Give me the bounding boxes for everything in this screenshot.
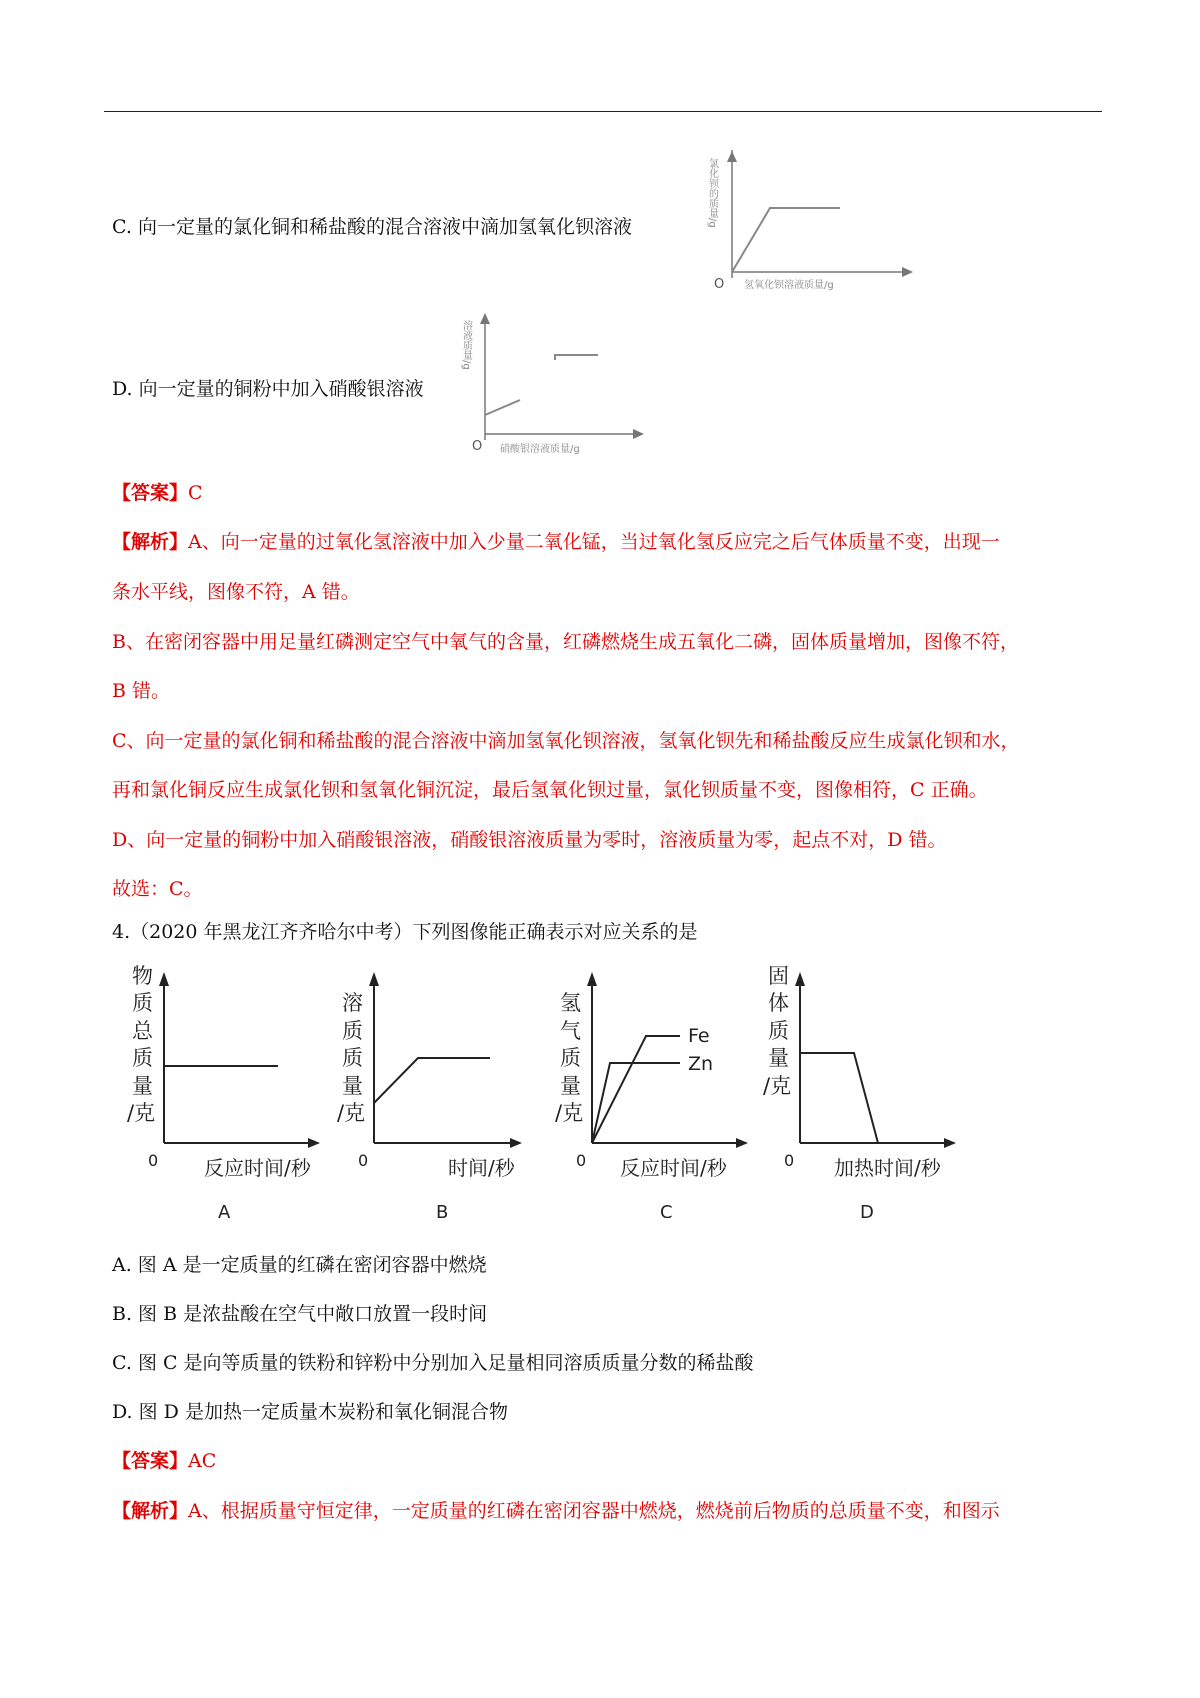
q3-option-c: C. 向一定量的氯化铜和稀盐酸的混合溶液中滴加氢氧化钡溶液 [112,216,632,238]
origin-label: O [714,277,725,292]
x-axis-arrow [633,429,644,439]
q4-graph-b [330,958,530,1218]
q3-analysis-line-4: B 错。 [112,680,171,702]
x-label: 硝酸银溶液质量/g [500,444,580,455]
origin-label: 0 [576,1151,587,1170]
x-label: 加热时间/秒 [834,1156,941,1180]
curve-fe [592,1036,680,1143]
q3-analysis-line-3: B、在密闭容器中用足量红磷测定空气中氧气的含量，红磷燃烧生成五氧化二磷，固体质量增加，图像不符， [112,631,1019,653]
y-label-char: /克 [337,1101,366,1125]
y-label: 氯化钡的质量/g [706,158,718,228]
series-label-fe: Fe [688,1025,710,1047]
header-rule [104,111,1102,112]
origin-label: O [472,439,483,454]
analysis-tag: 【解析】 [112,531,189,553]
q4-option-c: C. 图 C 是向等质量的铁粉和锌粉中分别加入足量相同溶质质量分数的稀盐酸 [112,1352,754,1374]
y-axis-arrow [480,313,490,324]
y-label-char: 质 [132,991,153,1015]
y-label-char: 量 [342,1074,363,1098]
y-label-char: 体 [768,991,789,1015]
origin-label: 0 [148,1151,159,1170]
q3-option-d: D. 向一定量的铜粉中加入硝酸银溶液 [112,378,424,400]
y-label-char: /克 [127,1101,156,1125]
q4-option-d: D. 图 D 是加热一定质量木炭粉和氧化铜混合物 [112,1401,508,1423]
curve-segment-1 [485,400,520,415]
graph-letter: D [860,1202,874,1218]
x-axis-arrow [308,1138,320,1148]
curve [800,1053,878,1143]
q4-option-b: B. 图 B 是浓盐酸在空气中敞口放置一段时间 [112,1303,488,1325]
curve [732,208,840,272]
y-label-char: 总 [132,1019,153,1043]
y-label-char: 量 [560,1074,581,1098]
y-label-char: 氢 [560,991,581,1015]
x-label: 反应时间/秒 [204,1156,311,1180]
x-axis-arrow [944,1138,956,1148]
y-label-char: 溶 [342,991,363,1015]
origin-label: 0 [358,1151,369,1170]
x-axis-arrow [736,1138,748,1148]
series-label-zn: Zn [688,1053,714,1075]
analysis-tag: 【解析】 [112,1500,189,1522]
answer-tag: 【答案】 [112,482,189,504]
answer-value: AC [188,1450,217,1472]
curve-segment-2 [555,355,598,360]
y-axis-arrow [587,972,597,986]
y-label-char: 固 [768,964,789,988]
q3-analysis-line-7: D、向一定量的铜粉中加入硝酸银溶液，硝酸银溶液质量为零时，溶液质量为零，起点不对，D 错。 [112,829,947,851]
q3-graph-d [458,310,658,460]
x-label: 时间/秒 [448,1156,515,1180]
q3-analysis-line-8: 故选：C。 [112,878,203,900]
q4-graph-a [120,958,320,1218]
y-axis-arrow [727,151,737,162]
q3-analysis-line-6: 再和氯化铜反应生成氯化钡和氢氧化铜沉淀，最后氢氧化钡过量，氯化钡质量不变，图像相符，C 正确。 [112,779,988,801]
y-label-char: 量 [768,1046,789,1070]
y-label-char: 量 [132,1074,153,1098]
q4-graph-c [548,958,758,1218]
x-axis-arrow [902,267,913,277]
curve [374,1058,490,1103]
y-axis-arrow [369,972,379,986]
y-label: 溶液质量/g [460,320,472,370]
q3-analysis-line-1 [112,527,1000,554]
answer-value: C [188,482,203,504]
y-label-char: 质 [342,1019,363,1043]
y-label-char: 质 [342,1046,363,1070]
curve-zn [592,1063,680,1143]
q4-graph-d [756,958,966,1218]
y-label-char: 物 [132,964,153,988]
graph-letter: C [660,1202,673,1218]
q4-analysis-line-1 [112,1496,1000,1523]
y-label-char: 质 [132,1046,153,1070]
x-label: 反应时间/秒 [620,1156,727,1180]
q3-answer [112,478,203,505]
y-label-char: 质 [560,1046,581,1070]
graph-letter: B [436,1202,449,1218]
x-label: 氢氧化钡溶液质量/g [744,280,834,291]
y-axis-arrow [795,972,805,986]
graph-letter: A [218,1202,231,1218]
y-label-char: /克 [555,1101,584,1125]
q3-graph-c [692,150,927,295]
y-label-char: /克 [763,1074,792,1098]
analysis-text: A、向一定量的过氧化氢溶液中加入少量二氧化锰，当过氧化氢反应完之后气体质量不变，出现一 [188,531,1000,553]
y-axis-arrow [159,972,169,986]
q4-answer [112,1446,216,1473]
answer-tag: 【答案】 [112,1450,189,1472]
q3-analysis-line-2: 条水平线，图像不符，A 错。 [112,581,360,603]
analysis-text: A、根据质量守恒定律，一定质量的红磷在密闭容器中燃烧，燃烧前后物质的总质量不变，和图示 [188,1500,1000,1522]
origin-label: 0 [784,1151,795,1170]
q3-analysis-line-5: C、向一定量的氯化铜和稀盐酸的混合溶液中滴加氢氧化钡溶液，氢氧化钡先和稀盐酸反应生成氯化钡和水， [112,730,1020,752]
q4-option-a: A. 图 A 是一定质量的红磷在密闭容器中燃烧 [112,1254,487,1276]
y-label-char: 气 [560,1019,581,1043]
x-axis-arrow [510,1138,522,1148]
y-label-char: 质 [768,1019,789,1043]
q4-stem: 4.（2020 年黑龙江齐齐哈尔中考）下列图像能正确表示对应关系的是 [112,921,698,943]
